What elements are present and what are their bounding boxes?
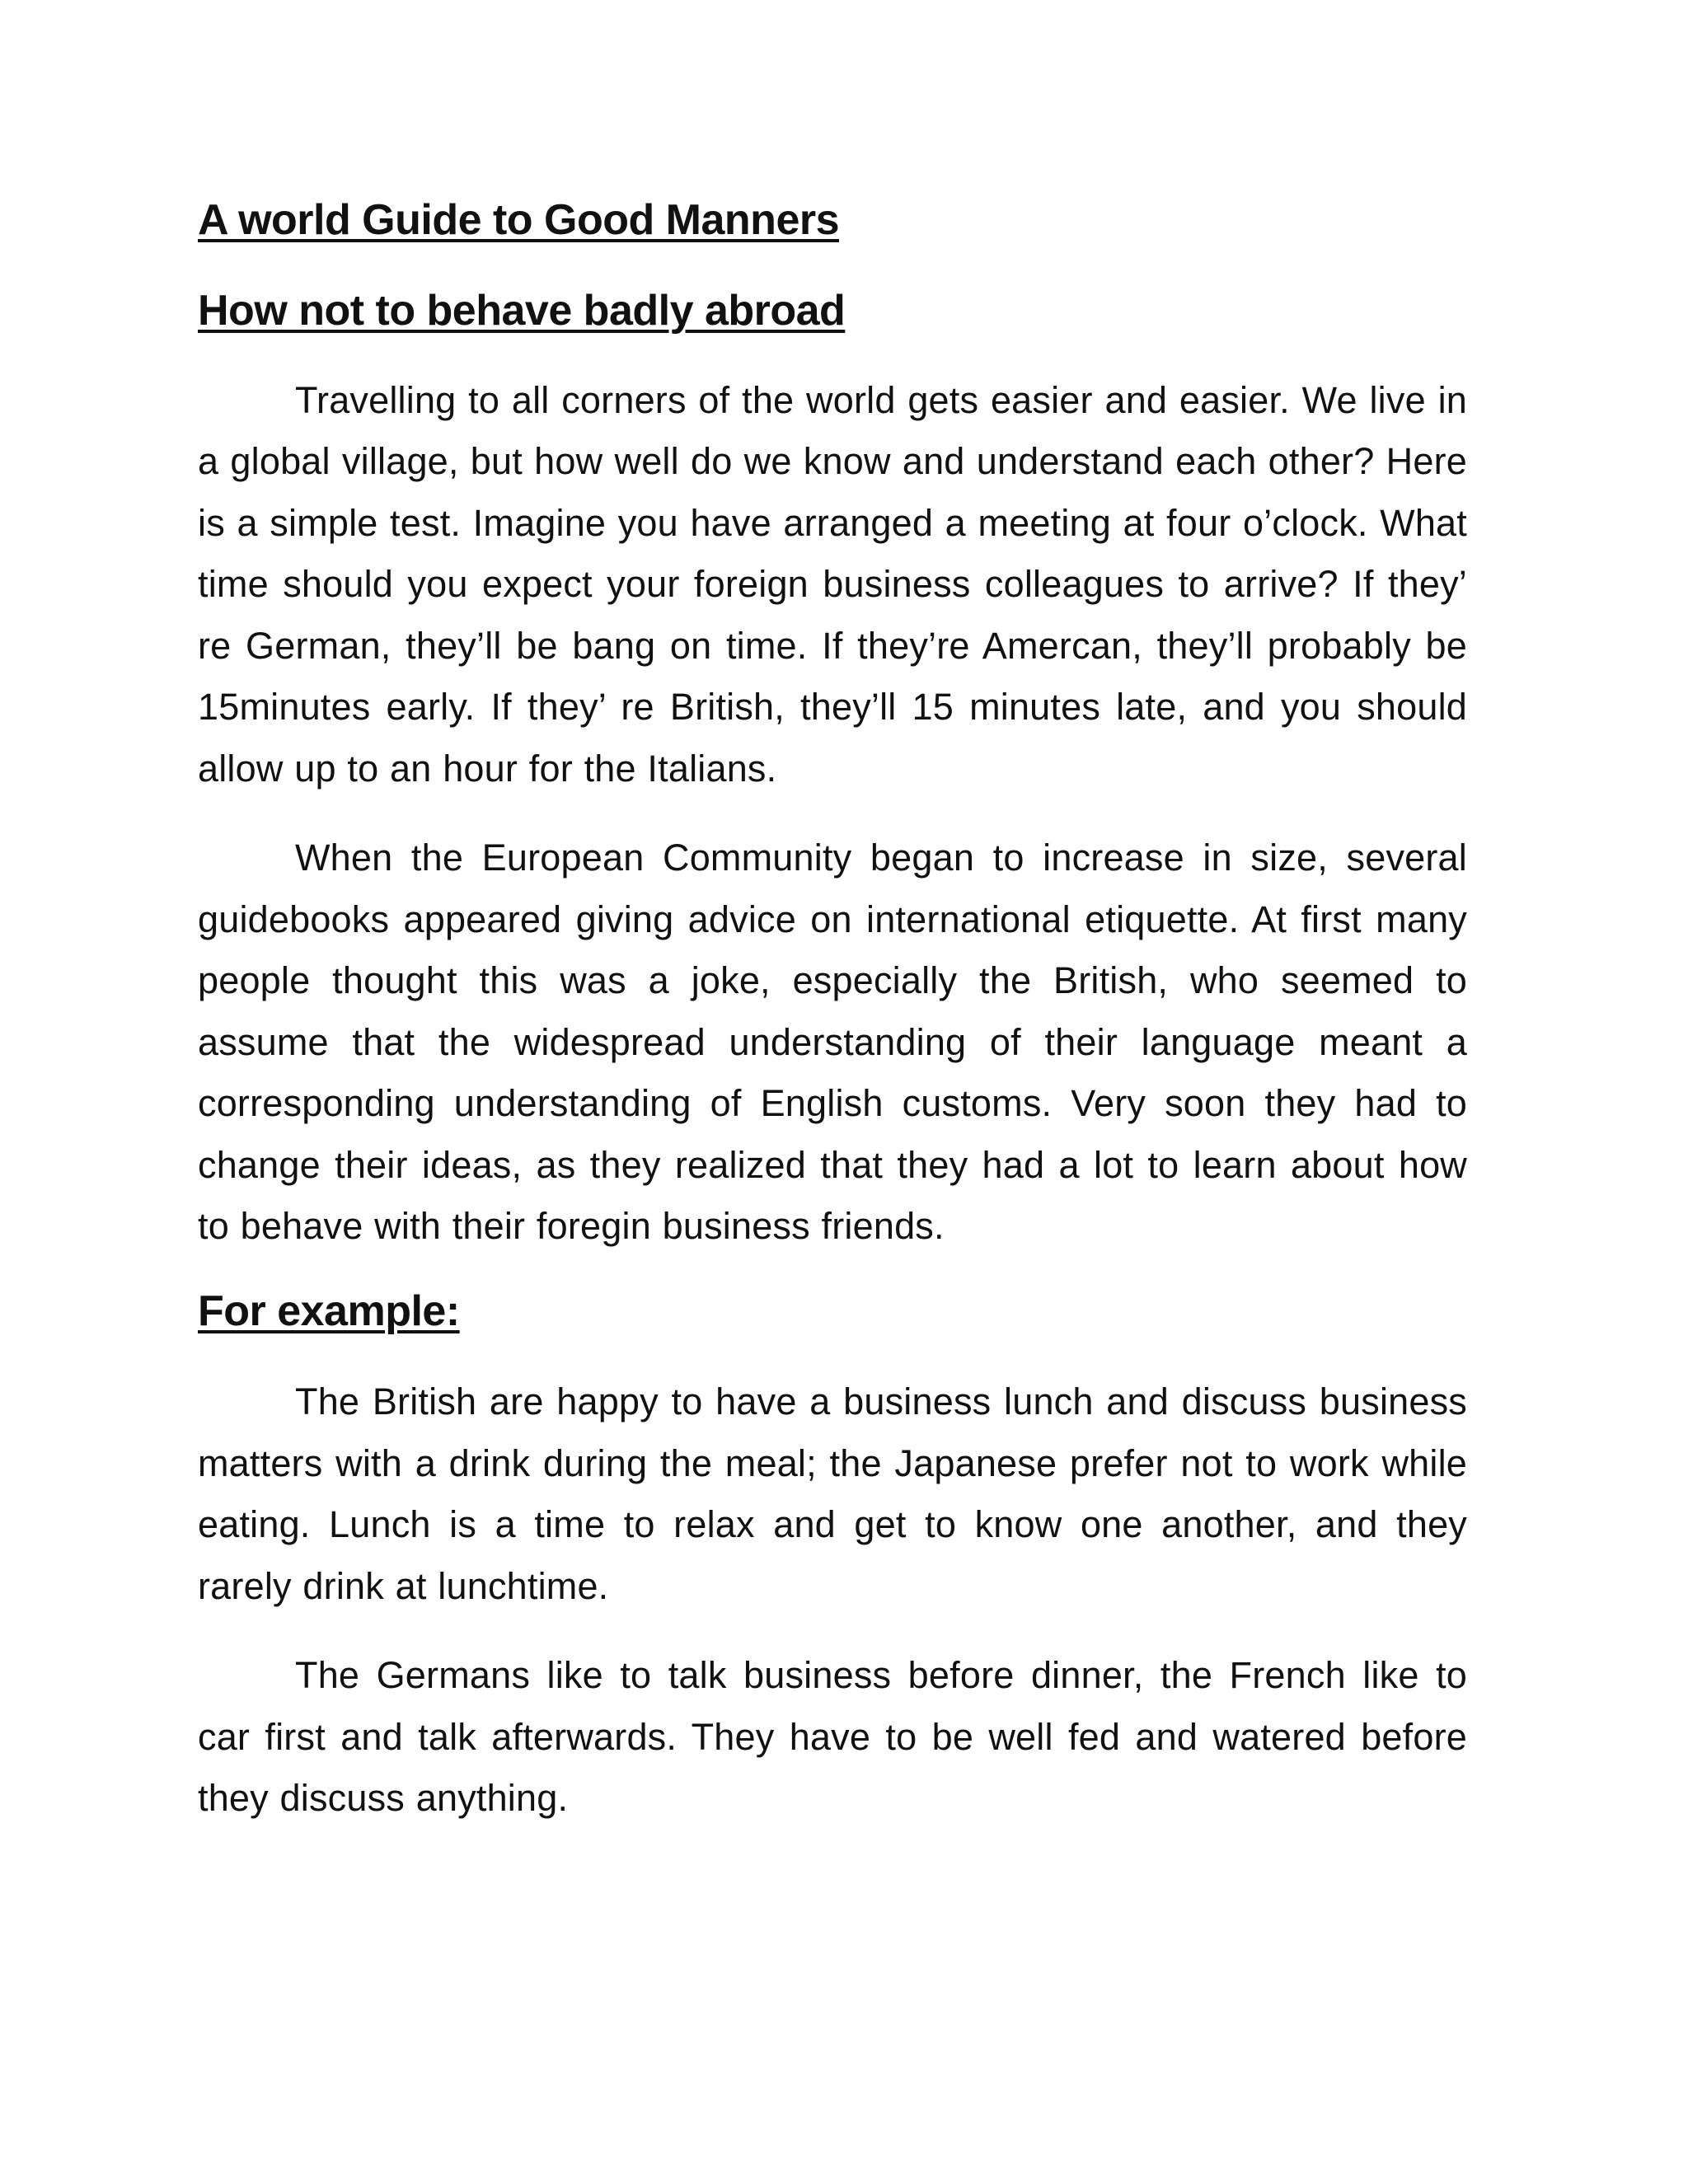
document-title: A world Guide to Good Manners	[198, 196, 840, 244]
document-subtitle: How not to behave badly abroad	[198, 287, 846, 335]
paragraph-germans-french: The Germans like to talk business before dinner, the French like to car first and talk afterwards. They have to be well fed and watered before they discuss anything.	[198, 1654, 1467, 1820]
paragraph-travelling: Travelling to all corners of the world gets easier and easier. We live in a global village, but how well do we know and understand each other? Here is a simple test. Imagine you have arranged a meeting at four o’clock. What time should you expect your foreign business colleagues to arrive? If they’ re German, they’ll be bang on time. If they’re Amercan, they’ll probably be 15minutes early. If they’ re British, they’ll 15 minutes late, and you should allow up to an hour for the Italians.	[198, 378, 1467, 790]
document-page	[198, 194, 1467, 1858]
paragraph-european-community: When the European Community began to increase in size, several guidebooks appeared giving advice on international etiquette. At first many people thought this was a joke, especially the British, who seemed to assume that the widespread understanding of their language meant a corresponding understanding of English customs. Very soon they had to change their ideas, as they realized that they had a lot to learn about how to behave with their foregin business friends.	[198, 837, 1467, 1248]
paragraph-british-japanese: The British are happy to have a business lunch and discuss business matters with a drink during the meal; the Japanese prefer not to work while eating. Lunch is a time to relax and get to know one another, and they rarely drink at lunchtime.	[198, 1380, 1467, 1607]
example-heading: For example:	[198, 1286, 460, 1335]
